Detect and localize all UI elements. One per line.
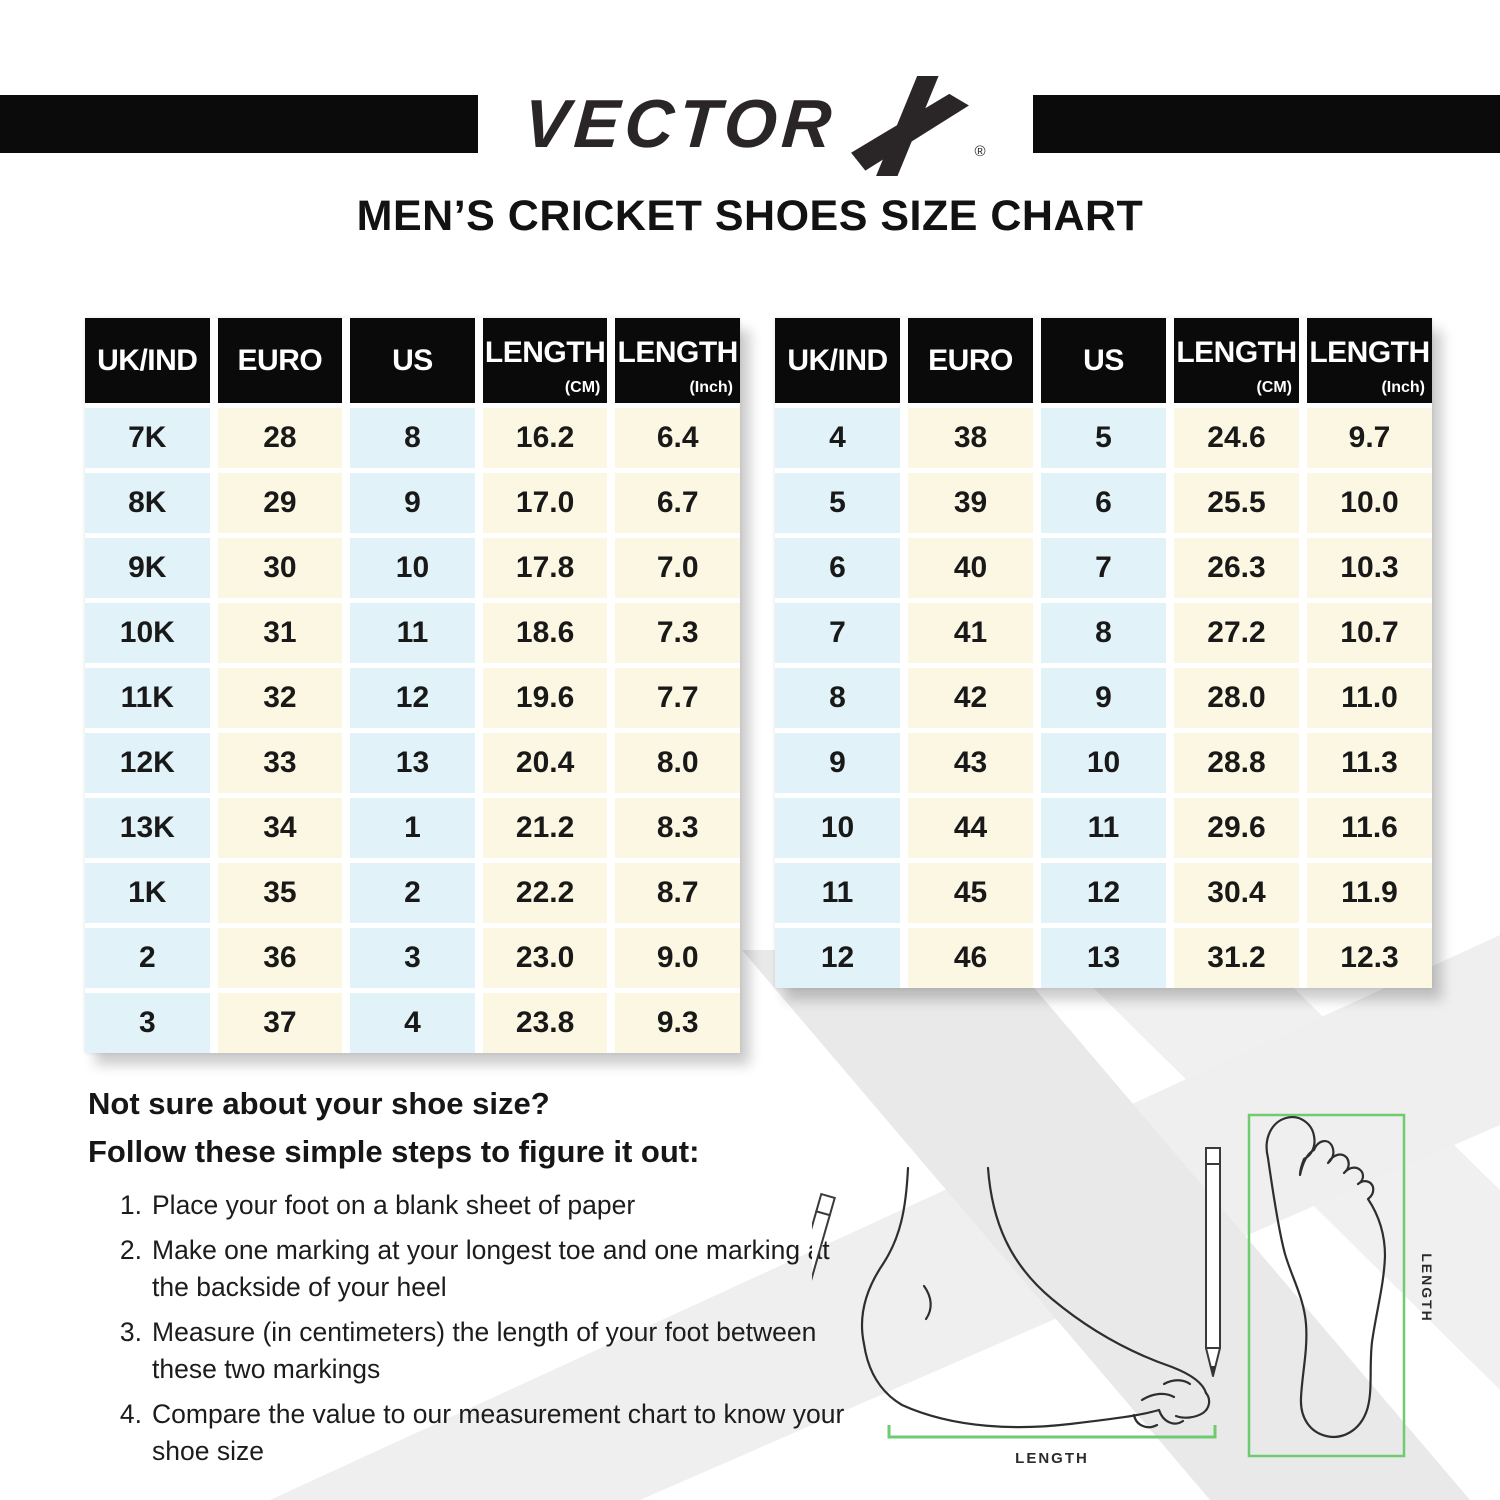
step-number: 1. <box>119 1189 142 1220</box>
size-cell: 33 <box>218 733 343 793</box>
column-header-ukind <box>775 318 900 403</box>
size-cell: 10 <box>775 798 900 858</box>
column-header-label: UK/IND <box>97 343 198 377</box>
size-cell: 30 <box>218 538 343 598</box>
size-cell: 17.8 <box>483 538 608 598</box>
column-header-length <box>1174 318 1299 403</box>
size-table-kids <box>85 318 740 1053</box>
size-cell: 8K <box>85 473 210 533</box>
size-cell: 9.0 <box>615 928 740 988</box>
size-cell: 32 <box>218 668 343 728</box>
size-cell: 11.6 <box>1307 798 1432 858</box>
column-header-ukind <box>85 318 210 403</box>
size-cell: 10 <box>350 538 475 598</box>
size-cell: 29.6 <box>1174 798 1299 858</box>
size-cell: 7 <box>1041 538 1166 598</box>
size-cell: 37 <box>218 993 343 1053</box>
pencil-tilted-icon <box>812 1194 835 1411</box>
instruction-step <box>110 1396 858 1470</box>
size-cell: 34 <box>218 798 343 858</box>
instructions-heading-line2: Follow these simple steps to figure it out: <box>88 1133 700 1169</box>
column-header-label: UK/IND <box>787 343 888 377</box>
size-cell: 18.6 <box>483 603 608 663</box>
size-cell: 30.4 <box>1174 863 1299 923</box>
length-label-horizontal: LENGTH <box>1015 1450 1089 1467</box>
step-text: Place your foot on a blank sheet of paper <box>152 1189 636 1220</box>
column-header-label: EURO <box>928 343 1013 377</box>
size-cell: 10K <box>85 603 210 663</box>
instruction-step <box>110 1314 858 1388</box>
size-cell: 3 <box>85 993 210 1053</box>
size-cell: 9 <box>775 733 900 793</box>
size-cell: 28.0 <box>1174 668 1299 728</box>
size-cell: 39 <box>908 473 1033 533</box>
size-cell: 22.2 <box>483 863 608 923</box>
size-cell: 4 <box>775 408 900 468</box>
size-cell: 10.3 <box>1307 538 1432 598</box>
size-cell: 45 <box>908 863 1033 923</box>
size-cell: 12 <box>1041 863 1166 923</box>
size-cell: 1 <box>350 798 475 858</box>
header-bar-left <box>0 95 478 153</box>
size-table-adults <box>775 318 1432 988</box>
column-header-length <box>483 318 608 403</box>
column-header-label: US <box>1083 343 1124 377</box>
column-header-us <box>1041 318 1166 403</box>
column-header-label: EURO <box>237 343 323 377</box>
size-cell: 23.0 <box>483 928 608 988</box>
column-header-us <box>350 318 475 403</box>
size-cell: 17.0 <box>483 473 608 533</box>
size-cell: 8.3 <box>615 798 740 858</box>
size-cell: 11K <box>85 668 210 728</box>
size-cell: 10.7 <box>1307 603 1432 663</box>
foot-sole-outline <box>1267 1117 1385 1437</box>
size-cell: 44 <box>908 798 1033 858</box>
size-cell: 2 <box>350 863 475 923</box>
instruction-step <box>110 1232 858 1306</box>
size-cell: 27.2 <box>1174 603 1299 663</box>
size-cell: 13 <box>350 733 475 793</box>
size-cell: 4 <box>350 993 475 1053</box>
size-cell: 11.9 <box>1307 863 1432 923</box>
size-cell: 6 <box>775 538 900 598</box>
size-cell: 16.2 <box>483 408 608 468</box>
column-header-label: LENGTH <box>617 335 738 369</box>
size-cell: 9 <box>350 473 475 533</box>
size-cell: 7.7 <box>615 668 740 728</box>
size-cell: 36 <box>218 928 343 988</box>
brand-logo <box>480 74 1030 174</box>
size-cell: 38 <box>908 408 1033 468</box>
size-cell: 43 <box>908 733 1033 793</box>
size-cell: 31 <box>218 603 343 663</box>
foot-top-diagram <box>1238 1102 1438 1470</box>
size-cell: 46 <box>908 928 1033 988</box>
brand-x-icon <box>851 76 969 176</box>
instructions-steps <box>88 1187 858 1470</box>
step-number: 3. <box>119 1316 142 1347</box>
column-header-length <box>615 318 740 403</box>
column-header-unit: (CM) <box>1256 379 1292 396</box>
size-cell: 11.3 <box>1307 733 1432 793</box>
column-header-label: LENGTH <box>1176 335 1297 369</box>
size-cell: 12K <box>85 733 210 793</box>
size-cell: 8 <box>350 408 475 468</box>
column-header-label: US <box>392 343 433 377</box>
size-cell: 25.5 <box>1174 473 1299 533</box>
column-header-unit: (Inch) <box>1381 379 1425 396</box>
size-cell: 28 <box>218 408 343 468</box>
step-text: Measure (in centimeters) the length of your foot between these two markings <box>152 1316 817 1384</box>
step-text: Make one marking at your longest toe and one marking at the backside of your heel <box>152 1234 830 1302</box>
brand-name: VECTOR <box>521 86 840 162</box>
size-cell: 7K <box>85 408 210 468</box>
size-cell: 11 <box>1041 798 1166 858</box>
step-text: Compare the value to our measurement chart to know your shoe size <box>152 1398 845 1466</box>
size-cell: 28.8 <box>1174 733 1299 793</box>
column-header-label: LENGTH <box>484 335 606 369</box>
size-cell: 11 <box>775 863 900 923</box>
size-cell: 3 <box>350 928 475 988</box>
instruction-step <box>110 1187 858 1224</box>
size-cell: 7.3 <box>615 603 740 663</box>
size-cell: 6 <box>1041 473 1166 533</box>
size-cell: 42 <box>908 668 1033 728</box>
header-bar-right <box>1033 95 1500 153</box>
column-header-euro <box>218 318 343 403</box>
column-header-unit: (Inch) <box>689 379 733 396</box>
size-cell: 26.3 <box>1174 538 1299 598</box>
size-cell: 9 <box>1041 668 1166 728</box>
foot-side-diagram <box>812 1138 1232 1473</box>
size-cell: 20.4 <box>483 733 608 793</box>
registered-mark-icon: ® <box>974 143 986 160</box>
size-cell: 35 <box>218 863 343 923</box>
step-number: 4. <box>119 1398 142 1429</box>
size-cell: 29 <box>218 473 343 533</box>
size-cell: 7 <box>775 603 900 663</box>
size-cell: 11 <box>350 603 475 663</box>
instructions-section <box>88 1085 858 1478</box>
size-cell: 2 <box>85 928 210 988</box>
foot-side-outline <box>862 1168 1209 1427</box>
size-cell: 21.2 <box>483 798 608 858</box>
size-cell: 13 <box>1041 928 1166 988</box>
column-header-label: LENGTH <box>1309 335 1430 369</box>
page-title: MEN’S CRICKET SHOES SIZE CHART <box>356 192 1144 240</box>
size-cell: 6.7 <box>615 473 740 533</box>
size-cell: 8.7 <box>615 863 740 923</box>
size-cell: 19.6 <box>483 668 608 728</box>
column-header-length <box>1307 318 1432 403</box>
size-cell: 7.0 <box>615 538 740 598</box>
column-header-unit: (CM) <box>564 379 601 396</box>
step-number: 2. <box>119 1234 142 1265</box>
size-cell: 9.3 <box>615 993 740 1053</box>
column-header-euro <box>908 318 1033 403</box>
size-cell: 23.8 <box>483 993 608 1053</box>
size-cell: 5 <box>1041 408 1166 468</box>
size-cell: 13K <box>85 798 210 858</box>
size-cell: 5 <box>775 473 900 533</box>
pencil-vertical-icon <box>1206 1148 1220 1376</box>
size-cell: 10 <box>1041 733 1166 793</box>
size-cell: 24.6 <box>1174 408 1299 468</box>
size-cell: 41 <box>908 603 1033 663</box>
size-cell: 12.3 <box>1307 928 1432 988</box>
size-cell: 1K <box>85 863 210 923</box>
size-cell: 10.0 <box>1307 473 1432 533</box>
size-cell: 12 <box>775 928 900 988</box>
size-cell: 9K <box>85 538 210 598</box>
size-cell: 8.0 <box>615 733 740 793</box>
size-cell: 6.4 <box>615 408 740 468</box>
size-cell: 8 <box>775 668 900 728</box>
size-cell: 9.7 <box>1307 408 1432 468</box>
size-cell: 11.0 <box>1307 668 1432 728</box>
instructions-heading-line1: Not sure about your shoe size? <box>88 1086 550 1121</box>
size-cell: 31.2 <box>1174 928 1299 988</box>
length-label-vertical: LENGTH <box>1419 1253 1435 1323</box>
size-cell: 40 <box>908 538 1033 598</box>
size-cell: 8 <box>1041 603 1166 663</box>
size-cell: 12 <box>350 668 475 728</box>
